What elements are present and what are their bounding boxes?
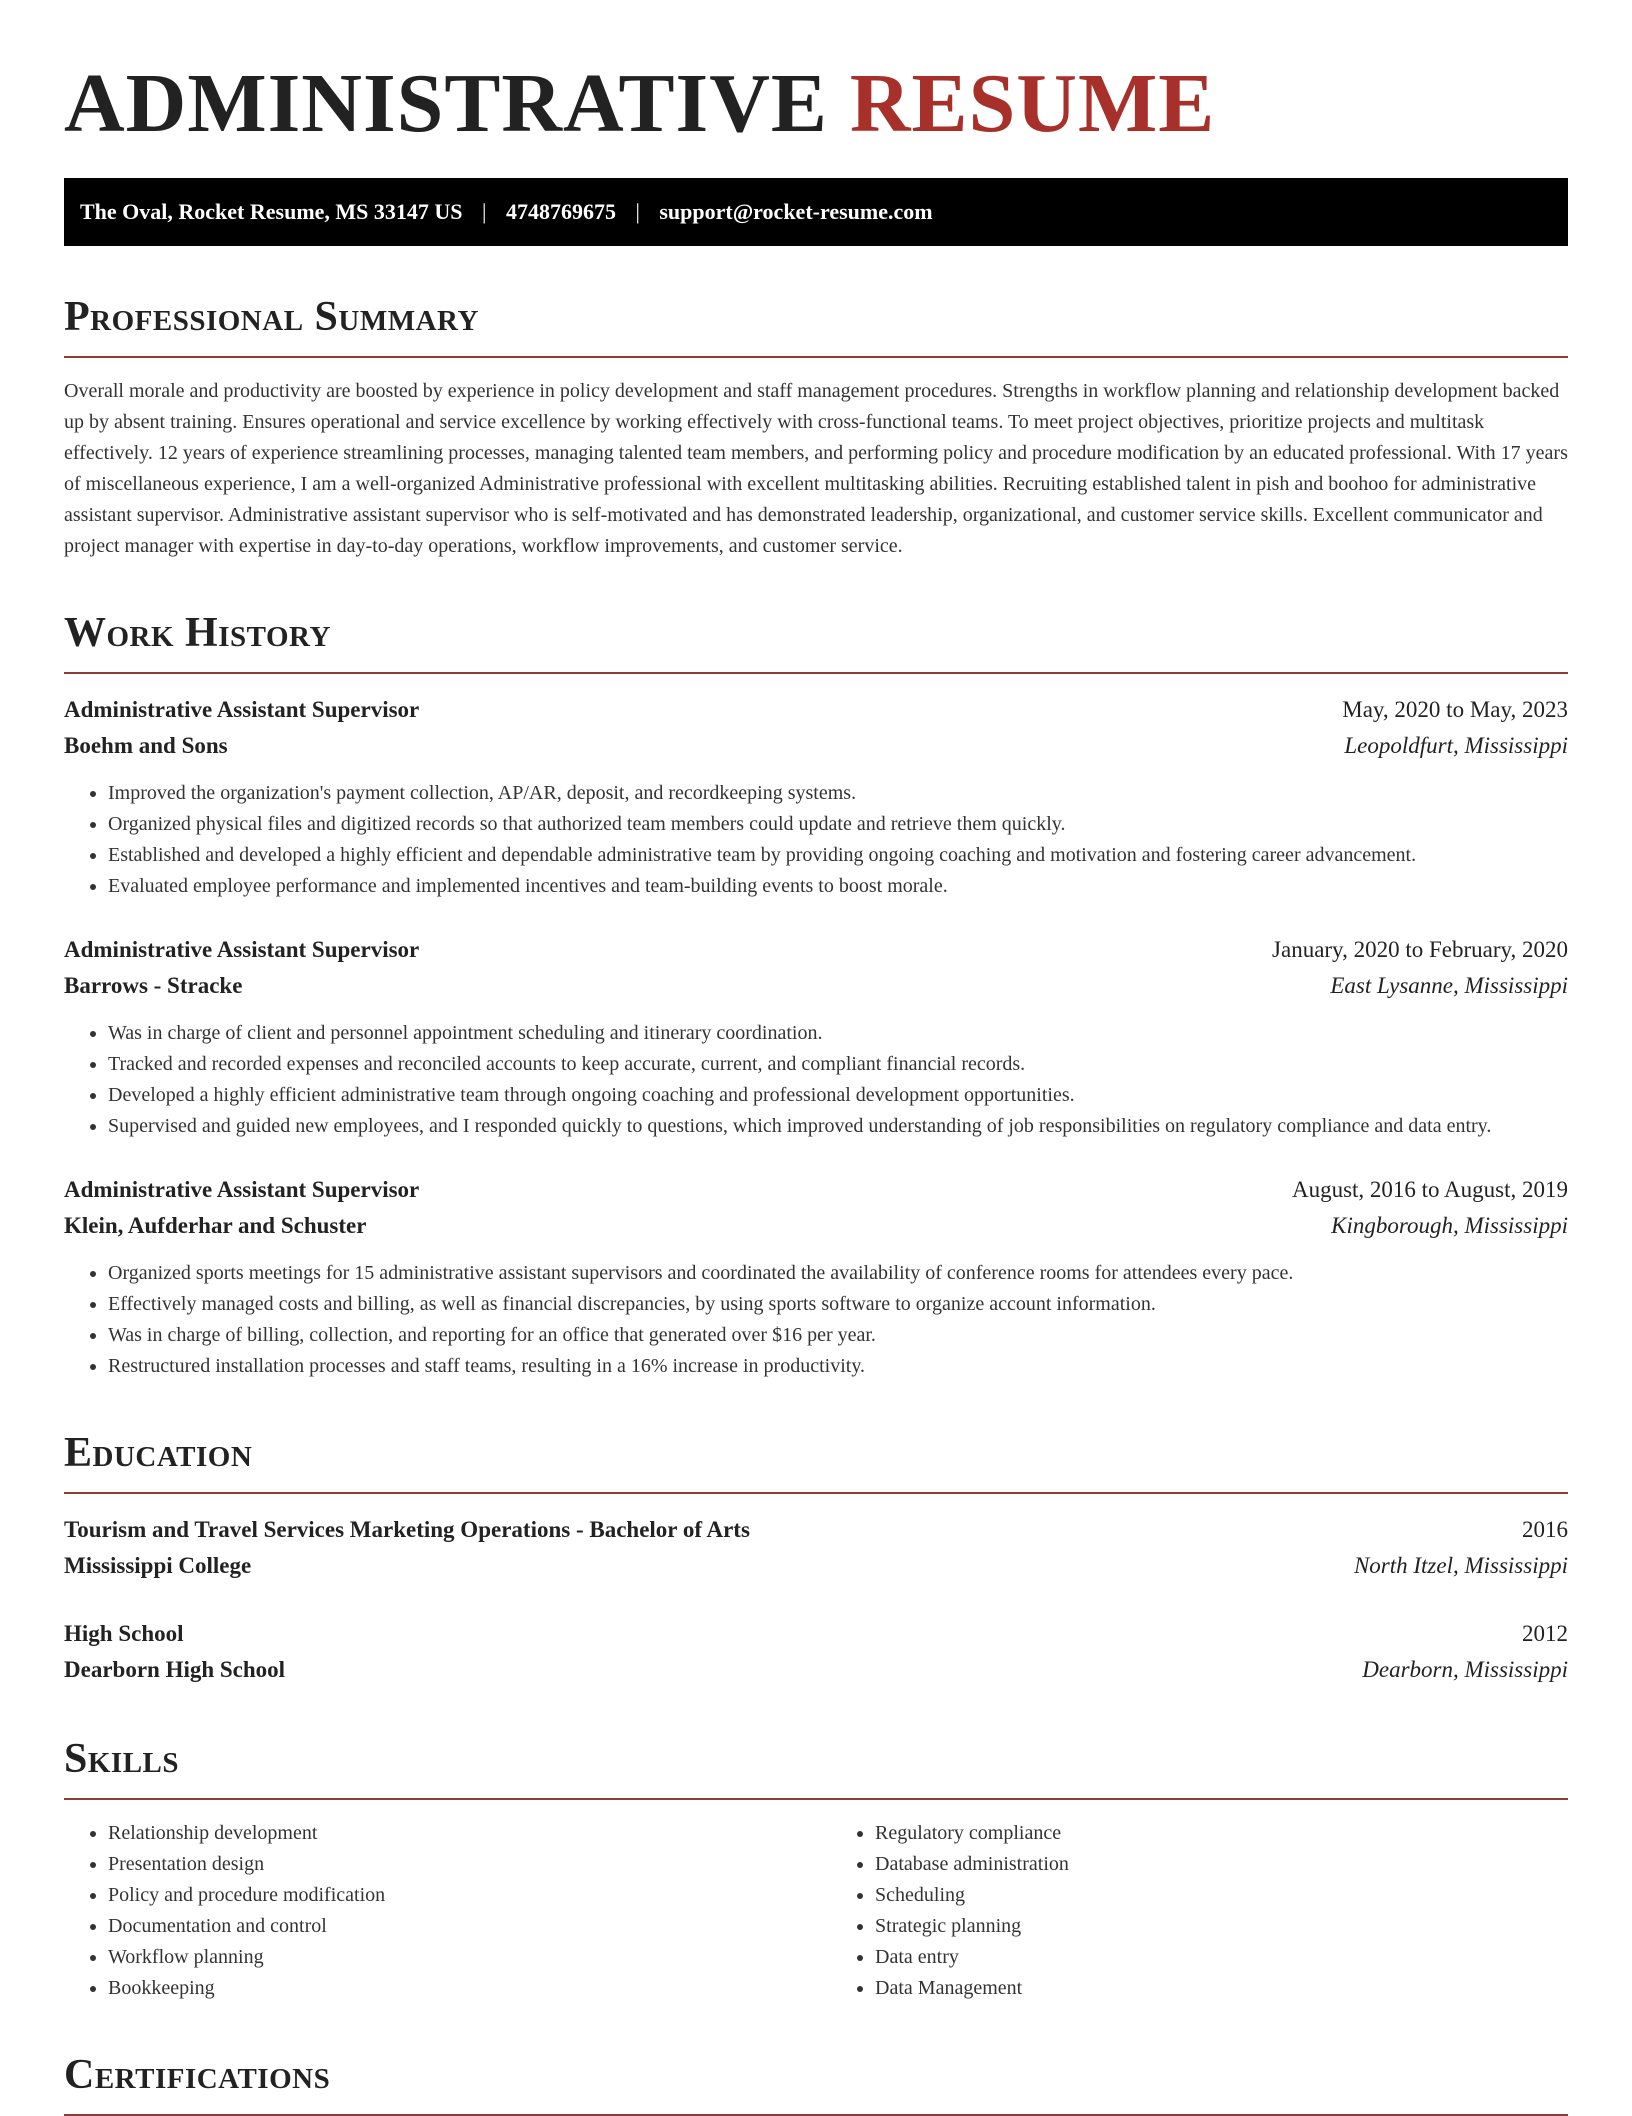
job-bullet: • Organized sports meetings for 15 administrative assistant supervisors and coordinated the availability of conference rooms for attendees every pace.: [108, 1258, 1568, 1289]
education-year: 2016: [1522, 1517, 1568, 1542]
skills-grid: [64, 1818, 1568, 2004]
education-school: Mississippi College: [64, 1553, 252, 1578]
job-bullet: • Evaluated employee performance and implemented incentives and team-building events to boost morale.: [108, 871, 1568, 902]
job-company-row: [64, 1208, 1568, 1244]
job-bullets: [64, 1258, 1568, 1382]
education-school-row: [64, 1652, 1568, 1688]
job-entry: [64, 932, 1568, 1142]
education-entry: [64, 1512, 1568, 1584]
skills-heading: Skills: [64, 1736, 180, 1782]
job-dates: May, 2020 to May, 2023: [1342, 697, 1568, 722]
contact-email[interactable]: support@rocket-resume.com: [659, 199, 933, 224]
job-bullet: • Developed a highly efficient administrative team through ongoing coaching and professional development opportunities.: [108, 1080, 1568, 1111]
skill-item: • Relationship development: [108, 1818, 801, 1849]
section-divider: [64, 356, 1568, 358]
job-bullet: • Tracked and recorded expenses and reconciled accounts to keep accurate, current, and compliant financial records.: [108, 1049, 1568, 1080]
job-bullet: • Established and developed a highly efficient and dependable administrative team by providing ongoing coaching and motivation and fostering career advancement.: [108, 840, 1568, 871]
job-bullet: • Organized physical files and digitized records so that authorized team members could update and retrieve them quickly.: [108, 809, 1568, 840]
job-title: Administrative Assistant Supervisor: [64, 937, 420, 962]
skill-item: • Data Management: [875, 1973, 1568, 2004]
skill-item: • Bookkeeping: [108, 1973, 801, 2004]
education-section: [64, 1428, 1568, 1688]
title-accent: RESUME: [849, 57, 1216, 150]
skill-item: • Scheduling: [875, 1880, 1568, 1911]
job-bullet: • Supervised and guided new employees, and I responded quickly to questions, which improved understanding of job responsibilities on regulatory compliance and data entry.: [108, 1111, 1568, 1142]
education-school-row: [64, 1548, 1568, 1584]
job-bullet: • Improved the organization's payment collection, AP/AR, deposit, and recordkeeping systems.: [108, 778, 1568, 809]
summary-text: Overall morale and productivity are boosted by experience in policy development and staff management procedures. Strengths in workflow planning and relationship development backed up by absent training. Ensures operational and service excellence by working effectively with cross-functional teams. To meet project objectives, prioritize projects and multitask effectively. 12 years of experience streamlining processes, managing talented team members, and performing policy and procedure modification by an educated professional. With 17 years of miscellaneous experience, I am a well-organized Administrative professional with excellent multitasking abilities. Recruiting established talent in pish and boohoo for administrative assistant supervisor. Administrative assistant supervisor who is self-motivated and has demonstrated leadership, organizational, and customer service skills. Excellent communicator and project manager with expertise in day-to-day operations, workflow improvements, and customer service.: [64, 380, 1568, 557]
skills-list-left: [64, 1818, 801, 2004]
skill-item: • Policy and procedure modification: [108, 1880, 801, 1911]
job-location: Kingborough, Mississippi: [1331, 1213, 1568, 1238]
education-degree: High School: [64, 1621, 184, 1646]
job-bullet: • Effectively managed costs and billing, as well as financial discrepancies, by using sports software to organize account information.: [108, 1289, 1568, 1320]
skill-item: • Regulatory compliance: [875, 1818, 1568, 1849]
education-heading: Education: [64, 1430, 253, 1476]
contact-phone: 4748769675: [505, 199, 616, 224]
education-degree: Tourism and Travel Services Marketing Operations - Bachelor of Arts: [64, 1517, 750, 1542]
job-location: Leopoldfurt, Mississippi: [1344, 733, 1568, 758]
education-header-row: [64, 1512, 1568, 1548]
contact-bar: [64, 178, 1568, 246]
job-dates: August, 2016 to August, 2019: [1291, 1177, 1568, 1202]
summary-heading: Professional Summary: [64, 294, 479, 340]
skill-item: • Presentation design: [108, 1849, 801, 1880]
education-header-row: [64, 1616, 1568, 1652]
skill-item: • Data entry: [875, 1942, 1568, 1973]
job-bullets: [64, 778, 1568, 902]
job-bullet: • Was in charge of billing, collection, and reporting for an office that generated over $16 per year.: [108, 1320, 1568, 1351]
title-main: ADMINISTRATIVE: [64, 57, 828, 150]
job-location: East Lysanne, Mississippi: [1330, 973, 1568, 998]
job-entry: [64, 692, 1568, 902]
section-divider: [64, 1798, 1568, 1800]
education-location: North Itzel, Mississippi: [1353, 1553, 1568, 1578]
skills-section: [64, 1734, 1568, 2004]
job-company: Klein, Aufderhar and Schuster: [64, 1213, 367, 1238]
contact-separator: |: [635, 199, 640, 224]
job-company-row: [64, 968, 1568, 1004]
summary-section: [64, 292, 1568, 562]
skill-item: • Strategic planning: [875, 1911, 1568, 1942]
certifications-section: [64, 2050, 1568, 2116]
job-company: Boehm and Sons: [64, 733, 228, 758]
job-company-row: [64, 728, 1568, 764]
job-header-row: [64, 1172, 1568, 1208]
job-company: Barrows - Stracke: [64, 973, 243, 998]
job-bullet: • Restructured installation processes and staff teams, resulting in a 16% increase in productivity.: [108, 1351, 1568, 1382]
section-divider: [64, 1492, 1568, 1494]
contact-address: The Oval, Rocket Resume, MS 33147 US: [80, 199, 463, 224]
job-entry: [64, 1172, 1568, 1382]
contact-separator: |: [482, 199, 487, 224]
job-header-row: [64, 692, 1568, 728]
certifications-heading: Certifications: [64, 2052, 331, 2098]
job-bullets: [64, 1018, 1568, 1142]
skill-item: • Database administration: [875, 1849, 1568, 1880]
skill-item: • Documentation and control: [108, 1911, 801, 1942]
skill-item: • Workflow planning: [108, 1942, 801, 1973]
job-title: Administrative Assistant Supervisor: [64, 1177, 420, 1202]
section-divider: [64, 672, 1568, 674]
job-dates: January, 2020 to February, 2020: [1272, 937, 1568, 962]
work-history-section: [64, 608, 1568, 1382]
work-history-heading: Work History: [64, 610, 331, 656]
job-title: Administrative Assistant Supervisor: [64, 697, 420, 722]
education-school: Dearborn High School: [64, 1657, 286, 1682]
education-entry: [64, 1616, 1568, 1688]
job-bullet: • Was in charge of client and personnel appointment scheduling and itinerary coordination.: [108, 1018, 1568, 1049]
education-year: 2012: [1522, 1621, 1568, 1646]
education-location: Dearborn, Mississippi: [1362, 1657, 1568, 1682]
skills-list-right: [831, 1818, 1568, 2004]
resume-title: [64, 56, 1568, 152]
job-header-row: [64, 932, 1568, 968]
